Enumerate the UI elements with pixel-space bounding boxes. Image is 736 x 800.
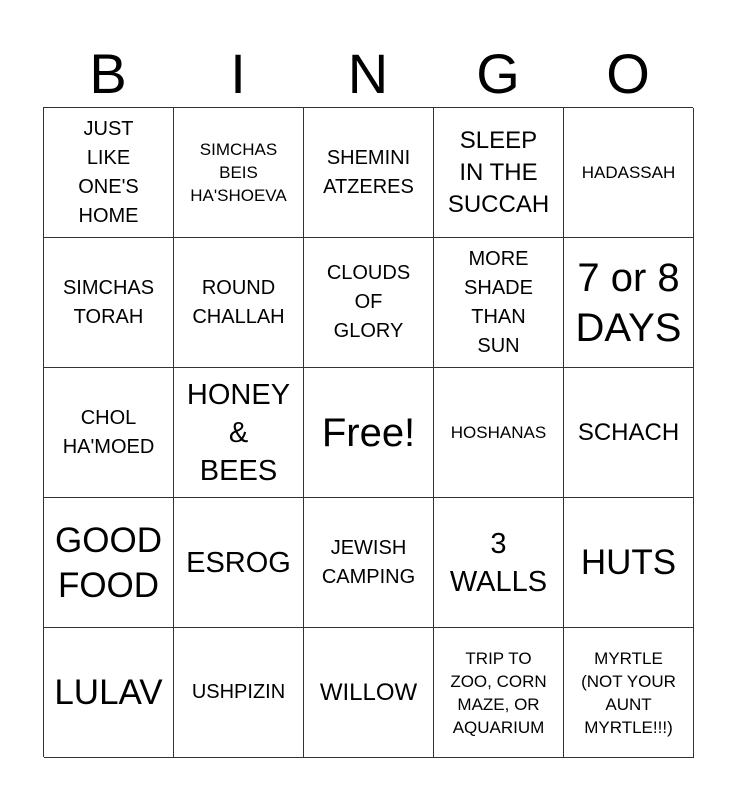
bingo-cell[interactable] [174, 108, 304, 238]
cell-label: HADASSAH [581, 163, 676, 182]
bingo-cell[interactable] [174, 498, 304, 628]
bingo-cell[interactable] [434, 368, 564, 498]
bingo-cell[interactable] [304, 498, 434, 628]
cell-label: MYRTLE (NOT YOUR AUNT MYRTLE!!!) [581, 648, 676, 737]
bingo-cell[interactable] [44, 108, 174, 238]
bingo-header [43, 40, 693, 108]
cell-label: 3 WALLS [449, 527, 548, 598]
bingo-cell[interactable] [434, 238, 564, 368]
bingo-cell[interactable] [434, 628, 564, 758]
bingo-cell[interactable] [174, 238, 304, 368]
cell-label: SLEEP IN THE SUCCAH [447, 126, 550, 218]
bingo-cell[interactable] [564, 368, 694, 498]
cell-label: SIMCHAS BEIS HA'SHOEVA [190, 140, 287, 205]
bingo-cell[interactable] [304, 238, 434, 368]
cell-label: HONEY & BEES [186, 378, 291, 487]
bingo-cell[interactable] [44, 498, 174, 628]
bingo-cell[interactable] [564, 498, 694, 628]
cell-label: JEWISH CAMPING [321, 536, 416, 588]
bingo-cell[interactable] [44, 368, 174, 498]
header-letter-i: I [230, 42, 246, 105]
bingo-cell[interactable] [174, 628, 304, 758]
cell-label: TRIP TO ZOO, CORN MAZE, OR AQUARIUM [450, 648, 547, 737]
bingo-cell[interactable] [304, 108, 434, 238]
free-space-label: Free! [321, 410, 416, 455]
cell-label: HOSHANAS [450, 423, 547, 442]
cell-label: SCHACH [577, 418, 680, 446]
bingo-cell[interactable] [564, 628, 694, 758]
cell-label: SIMCHAS TORAH [62, 276, 155, 328]
cell-label: HUTS [580, 543, 677, 582]
cell-label: WILLOW [319, 678, 418, 706]
cell-label: SHEMINI ATZERES [323, 146, 414, 198]
bingo-cell[interactable] [44, 238, 174, 368]
free-space[interactable] [304, 368, 434, 498]
bingo-cell[interactable] [304, 628, 434, 758]
cell-label: ESROG [186, 546, 291, 579]
header-letter-n: N [347, 42, 389, 105]
bingo-board [43, 107, 693, 757]
cell-label: LULAV [54, 673, 163, 712]
cell-label: GOOD FOOD [55, 520, 162, 605]
bingo-cell[interactable] [434, 108, 564, 238]
bingo-cell[interactable] [174, 368, 304, 498]
cell-label: JUST LIKE ONE'S HOME [78, 117, 139, 227]
header-letter-o: O [606, 42, 650, 105]
cell-label: CLOUDS OF GLORY [326, 262, 411, 342]
cell-label: CHOL HA'MOED [62, 406, 155, 458]
header-letter-b: B [89, 42, 127, 105]
cell-label: 7 or 8 DAYS [575, 255, 682, 350]
cell-label: MORE SHADE THAN SUN [464, 247, 533, 357]
bingo-cell[interactable] [564, 238, 694, 368]
bingo-cell[interactable] [44, 628, 174, 758]
cell-label: USHPIZIN [191, 681, 286, 703]
bingo-cell[interactable] [434, 498, 564, 628]
cell-label: ROUND CHALLAH [192, 276, 285, 328]
bingo-cell[interactable] [564, 108, 694, 238]
header-letter-g: G [476, 42, 520, 105]
